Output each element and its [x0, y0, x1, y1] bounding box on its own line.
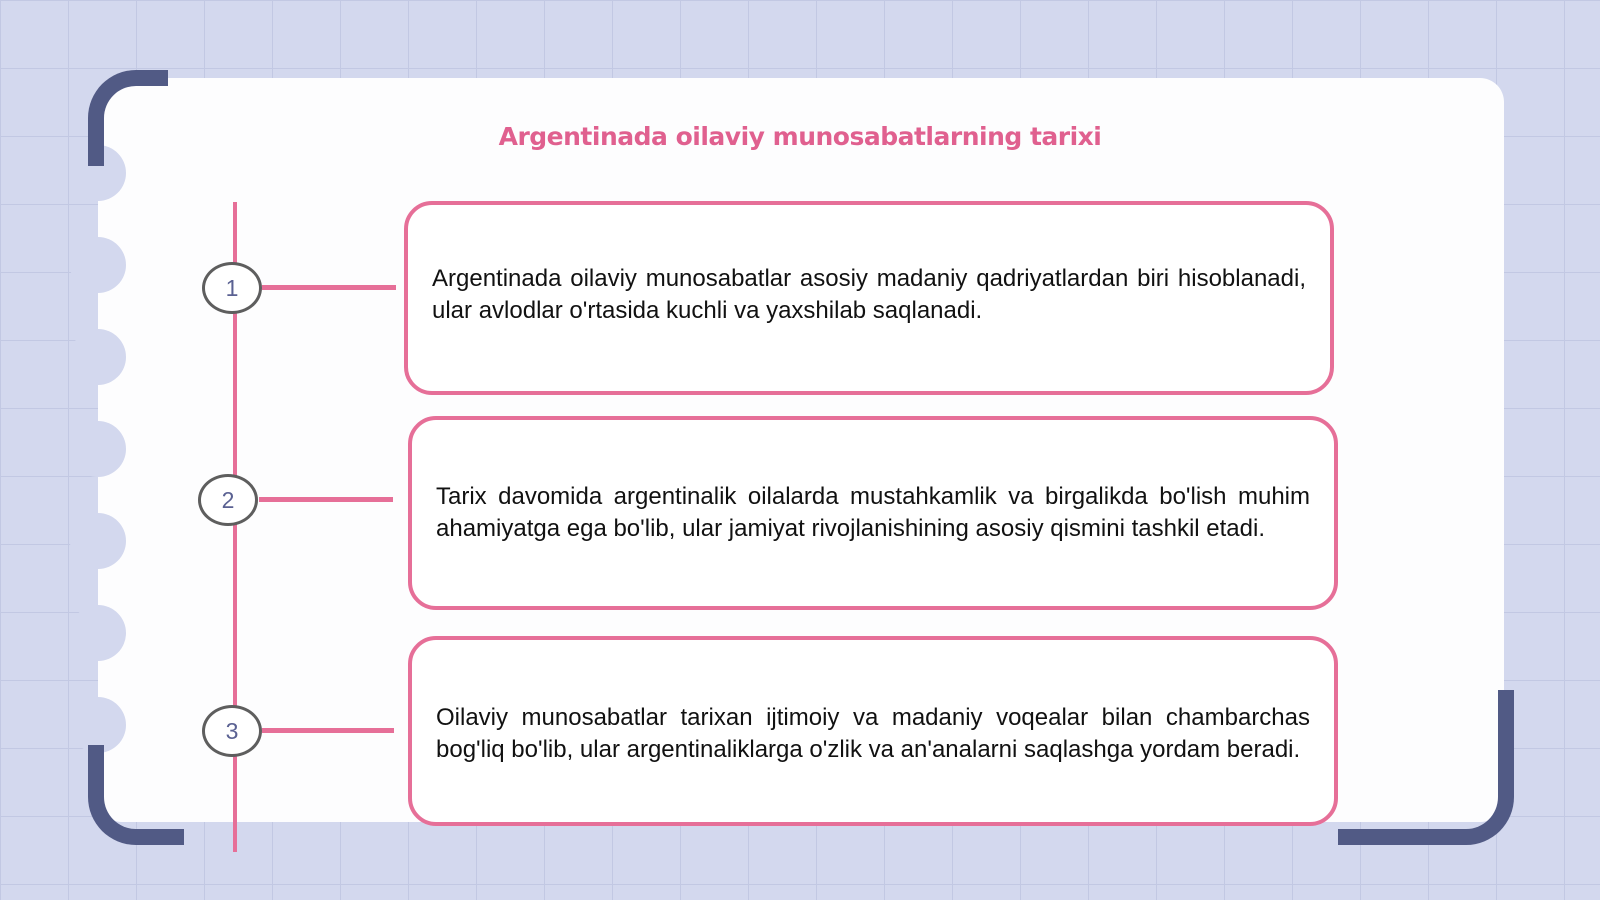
binder-hole — [70, 237, 126, 293]
timeline-node-3: 3 — [202, 705, 262, 757]
slide-title: Argentinada oilaviy munosabatlarning tarixi — [498, 122, 1102, 151]
corner-bracket-top-left — [88, 70, 168, 166]
step-text: Argentinada oilaviy munosabatlar asosiy madaniy qadriyatlardan biri hisoblanadi, ular avlodlar o'rtasida kuchli va yaxshilab saqlanadi. — [432, 265, 1306, 324]
timeline-node-2: 2 — [198, 474, 258, 526]
binder-hole — [70, 421, 126, 477]
step-text: Oilaviy munosabatlar tarixan ijtimoiy va madaniy voqealar bilan chambarchas bog'liq bo'lib, ular argentinaliklarga o'zlik va an'analarni saqlashga yordam beradi. — [436, 704, 1310, 763]
step-text: Tarix davomida argentinalik oilalarda mustahkamlik va birgalikda bo'lish muhim ahamiyatga ega bo'lib, ular jamiyat rivojlanishining asosiy qismini tashkil etadi. — [436, 483, 1310, 542]
step-box-3 — [408, 636, 1338, 826]
corner-bracket-bottom-left — [88, 745, 184, 845]
binder-hole — [70, 605, 126, 661]
step-box-1 — [404, 201, 1334, 395]
timeline-connector — [262, 728, 394, 733]
corner-bracket-bottom-right — [1338, 690, 1514, 845]
binder-hole — [70, 513, 126, 569]
binder-hole — [70, 329, 126, 385]
step-box-2 — [408, 416, 1338, 610]
timeline-connector — [259, 497, 393, 502]
timeline-node-1: 1 — [202, 262, 262, 314]
timeline-connector — [262, 285, 396, 290]
